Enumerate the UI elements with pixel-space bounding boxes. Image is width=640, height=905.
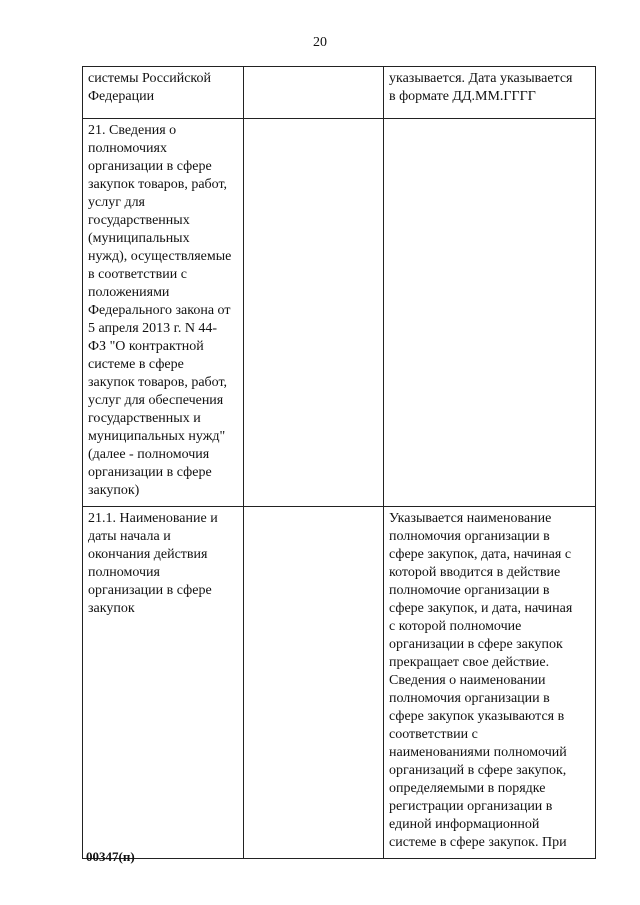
document-table xyxy=(82,66,596,859)
cell-text: указывается. Дата указывается в формате ДД.ММ.ГГГГ xyxy=(389,71,573,104)
table-cell-name xyxy=(83,119,244,507)
cell-text: Указывается наименование полномочия организации в сфере закупок, дата, начиная с которой вводится в действие полномочие организации в сфере закупок, и дата, начиная с которой полномочие организации в сфере закупок прекращает свое действие. Сведения о наименовании полномочия организации в сфере закупок указываются в соответствии с наименованиями полномочий организаций в сфере закупок, определяемыми в порядке регистрации организации в единой информационной системе в сфере закупок. При xyxy=(389,511,573,850)
document-code: 00347(п) xyxy=(86,849,135,864)
table-cell-description xyxy=(384,67,596,119)
table-row xyxy=(83,67,596,119)
table-cell-value xyxy=(244,119,384,507)
table-cell-value xyxy=(244,507,384,859)
cell-text: 21.1. Наименование и даты начала и окончания действия полномочия организации в сфере закупок xyxy=(88,511,218,616)
table-row xyxy=(83,507,596,859)
table-cell-name xyxy=(83,507,244,859)
page-number: 20 xyxy=(313,35,327,50)
table-cell-description xyxy=(384,119,596,507)
table-cell-value xyxy=(244,67,384,119)
table-cell-name xyxy=(83,67,244,119)
cell-text: системы Российской Федерации xyxy=(88,71,212,104)
table-row xyxy=(83,119,596,507)
table-cell-description xyxy=(384,507,596,859)
cell-text: 21. Сведения о полномочиях организации в сфере закупок товаров, работ, услуг для государственных (муниципальных нужд), осуществляемые в соответствии с положениями Федерального закона от 5 апреля 2013 г. N 44- ФЗ "О контрактной системе в сфере закупок товаров, работ, услуг для обеспечения государственных и муниципальных нужд" (далее - полномочия организации в сфере закупок) xyxy=(88,123,232,498)
